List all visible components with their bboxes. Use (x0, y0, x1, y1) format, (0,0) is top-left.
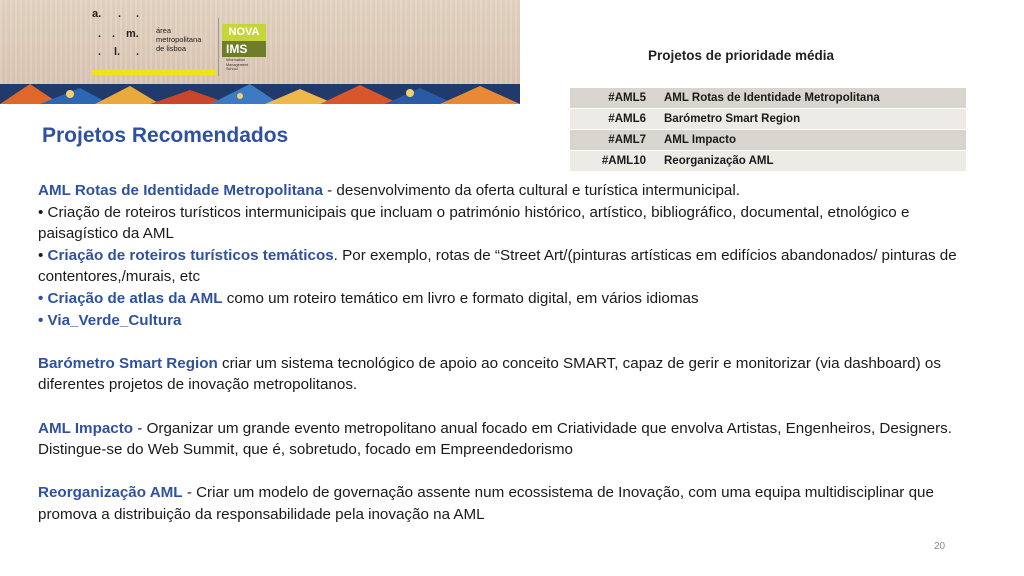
table-row (570, 88, 966, 109)
project-code: #AML6 (570, 109, 652, 130)
nova-logo-sub (222, 57, 266, 72)
bullet-item: • Criação de roteiros turísticos intermunicipais que incluam o património histórico, artístico, bibliográfico, documental, etnológico e paisagístico da AML (38, 203, 910, 243)
project-code: #AML5 (570, 88, 652, 109)
nova-ims-logo (222, 24, 266, 74)
project-name: Reorganização AML (652, 151, 966, 172)
logo-text-line: de lisboa (156, 44, 187, 53)
table-row (570, 130, 966, 151)
table-row (570, 151, 966, 172)
nova-sub-line: Information (226, 58, 245, 62)
project-name: Barómetro Smart Region (652, 109, 966, 130)
spacer (38, 396, 978, 418)
project-name: AML Impacto (652, 130, 966, 151)
logo-text-line: metropolitana (156, 35, 202, 44)
logo-letter: . (118, 8, 122, 20)
page-number: 20 (934, 541, 946, 552)
logo-letter: . (136, 8, 140, 20)
project-heading: AML Rotas de Identidade Metropolitana (38, 182, 323, 199)
spacer (38, 331, 978, 353)
project-description: - desenvolvimento da oferta cultural e turística intermunicipal. (322, 182, 740, 199)
project-code: #AML7 (570, 130, 652, 151)
aml-logo (84, 6, 154, 76)
project-description: - Organizar um grande evento metropolitano anual focado em Criatividade que envolva Artistas, Engenheiros, Designers. Distingue-se do Web Summit, que é, sobretudo, focado em Empreendedorismo (38, 419, 952, 459)
project-code: #AML10 (570, 151, 652, 172)
yellow-bar (92, 70, 216, 75)
bullet-description: como um roteiro temático em livro e formato digital, em vários idiomas (222, 289, 699, 307)
paragraph-impacto (38, 418, 978, 461)
paragraph-reorganizacao (38, 482, 978, 525)
priority-title: Projetos de prioridade média (648, 48, 835, 63)
logo-text-line: área (156, 26, 172, 35)
priority-table (570, 88, 966, 172)
paragraph-barometro (38, 353, 978, 396)
bullet-marker: • (38, 246, 48, 264)
spacer (38, 461, 978, 483)
logo-divider (218, 18, 219, 76)
header-banner (0, 0, 520, 104)
bullet-item (38, 288, 978, 310)
project-description: criar um sistema tecnológico de apoio ao conceito SMART, capaz de gerir e monitorizar (via dashboard) os diferentes projetos de inovação metropolitanos. (38, 354, 941, 394)
nova-logo-mid: IMS (222, 41, 266, 57)
bullet-heading: • Criação de atlas da AML (38, 289, 223, 307)
logo-letter: a. (92, 8, 102, 20)
project-name: AML Rotas de Identidade Metropolitana (652, 88, 966, 109)
logo-letter: . (136, 46, 140, 58)
project-heading: Reorganização AML (38, 484, 183, 502)
logo-letter: . (112, 28, 116, 40)
bullet-description: . Por exemplo, rotas de “Street Art/(pinturas artísticas em edifícios abandonados/ pinturas de contentores,/murais, etc (38, 246, 957, 286)
bullet-item (38, 245, 978, 288)
project-heading: AML Impacto (38, 419, 134, 437)
logo-letter: . (98, 46, 102, 58)
bullet-heading: • Via_Verde_Cultura (38, 311, 182, 329)
bullet-heading: Criação de roteiros turísticos temáticos (47, 246, 334, 264)
decorative-pattern (0, 84, 520, 104)
logo-letter: . (98, 28, 102, 40)
page-title: Projetos Recomendados (42, 124, 289, 147)
body-content (38, 180, 978, 526)
logo-letter: m. (126, 28, 139, 40)
nova-sub-line: Management (226, 62, 249, 67)
nova-logo-top: NOVA (222, 24, 266, 41)
project-description: - Criar um modelo de governação assente num ecossistema de Inovação, com uma equipa multidisciplinar que promova a distribuição da responsabilidade pela inovação na AML (38, 484, 934, 523)
logo-letter: l. (114, 46, 121, 58)
aml-logo-text (156, 26, 201, 53)
nova-sub-line: School (226, 67, 238, 71)
bullet-item (38, 310, 978, 332)
paragraph-rotas (38, 180, 978, 202)
project-heading: Barómetro Smart Region (38, 354, 218, 372)
table-row (570, 109, 966, 130)
